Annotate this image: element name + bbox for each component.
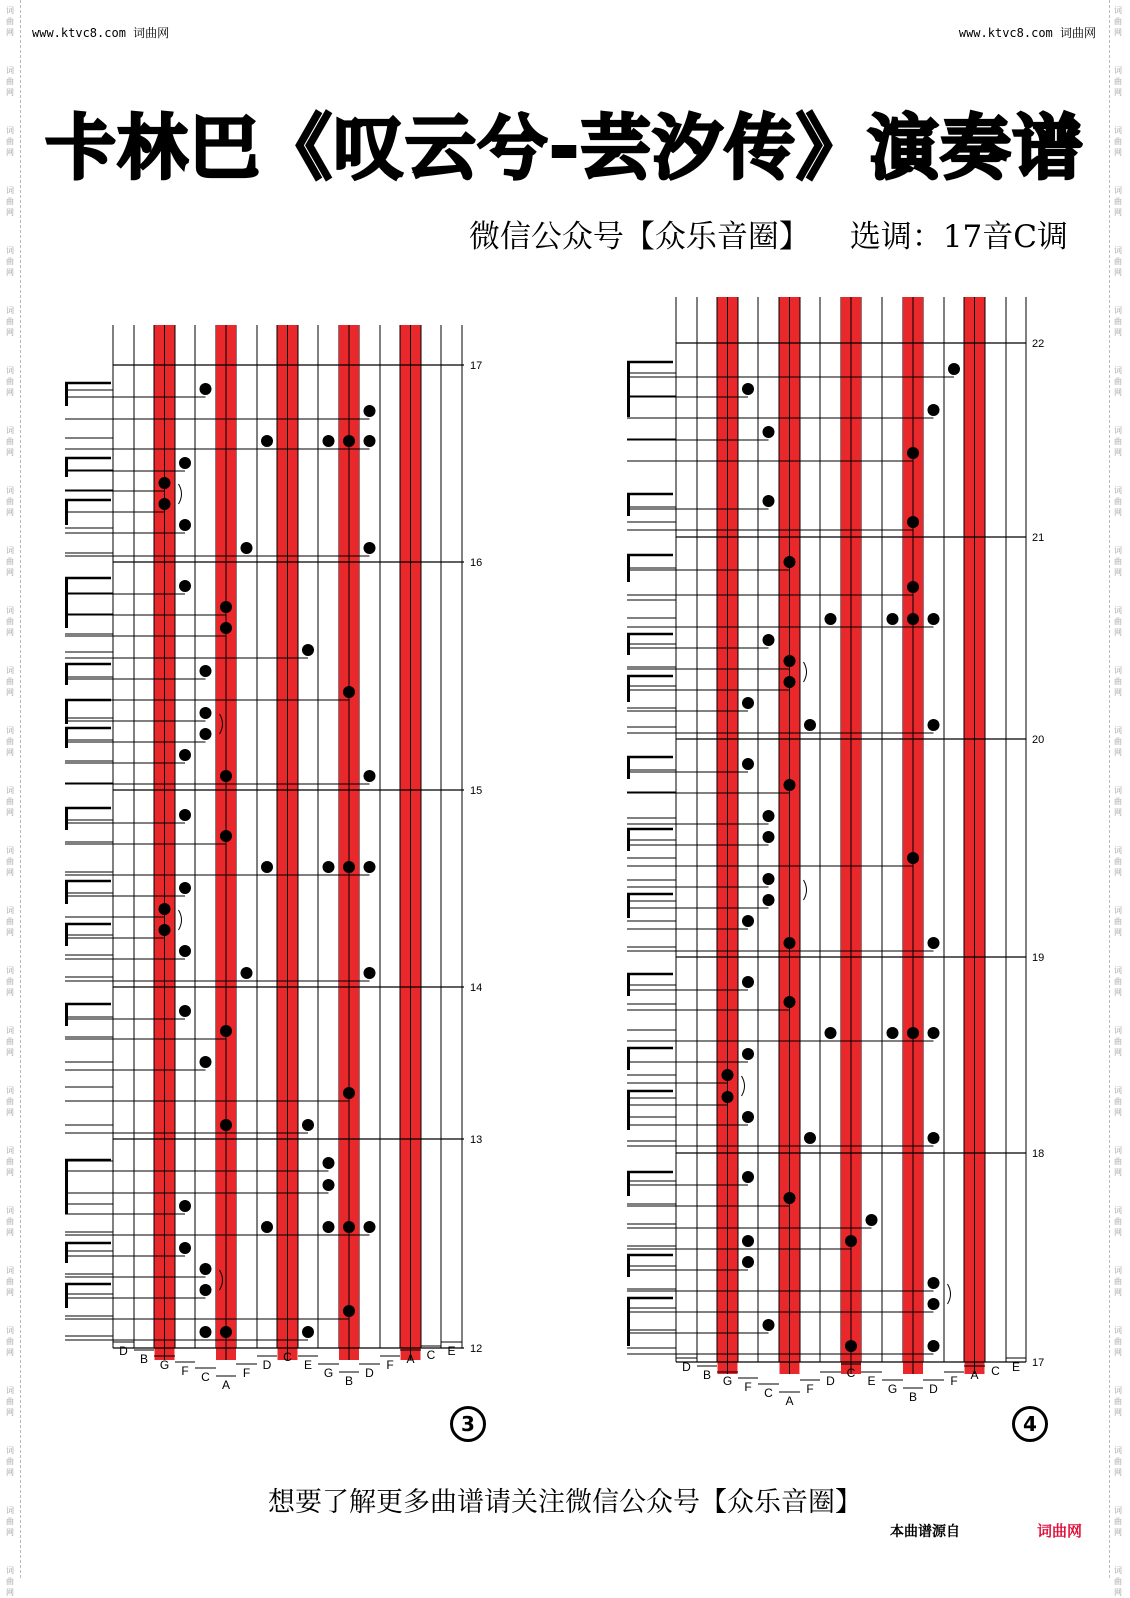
measure-number: 19 (1032, 952, 1045, 964)
note-dot (742, 758, 754, 770)
watermark-mark: 词 曲 网 (1114, 546, 1122, 577)
watermark-mark: 词 曲 网 (6, 186, 14, 217)
note-dot (784, 655, 796, 667)
key-label: C (764, 1386, 773, 1400)
rhythm-stem (627, 634, 630, 655)
watermark-mark: 词 曲 网 (1114, 426, 1122, 457)
note-dot (907, 581, 919, 593)
watermark-mark: 词 曲 网 (1114, 366, 1122, 397)
measure-number: 13 (470, 1134, 483, 1146)
tie-mark (948, 1284, 951, 1304)
watermark-mark: 词 曲 网 (6, 1266, 14, 1297)
watermark-mark: 词 曲 网 (1114, 1206, 1122, 1237)
note-dot (887, 1027, 899, 1039)
note-dot (928, 719, 940, 731)
watermark-mark: 词 曲 网 (1114, 1446, 1122, 1477)
measure-number: 14 (470, 982, 483, 994)
measure-number: 12 (470, 1343, 483, 1355)
note-dot (928, 1277, 940, 1289)
measure-number: 20 (1032, 734, 1045, 746)
rhythm-stem (627, 829, 630, 851)
subtitle-key: 选调：17音C调 (849, 219, 1068, 255)
note-dot (928, 1027, 940, 1039)
note-dot (804, 1132, 816, 1144)
rhythm-stem (627, 1255, 630, 1277)
note-dot (907, 1027, 919, 1039)
measure-number: 21 (1032, 532, 1045, 544)
note-dot (742, 1048, 754, 1060)
key-label: G (323, 1366, 334, 1380)
watermark-mark: 词 曲 网 (6, 66, 14, 97)
note-dot (907, 516, 919, 528)
key-label: D (119, 1344, 128, 1358)
key-label: B (702, 1368, 712, 1382)
note-dot (825, 1027, 837, 1039)
source-brand-logo[interactable]: 词曲网 (1037, 1522, 1083, 1540)
source-label: 本曲谱源自 (890, 1524, 960, 1540)
watermark-mark: 词 曲 网 (1114, 1026, 1122, 1057)
note-dot (784, 556, 796, 568)
key-label: E (1011, 1360, 1021, 1374)
measure-number: 22 (1032, 338, 1045, 350)
measure-number: 16 (470, 557, 483, 569)
rhythm-stem (627, 894, 630, 918)
key-label: D (262, 1358, 272, 1372)
watermark-mark: 词 曲 网 (6, 546, 14, 577)
watermark-mark: 词 曲 网 (6, 1146, 14, 1177)
key-label: D (826, 1374, 835, 1388)
watermark-mark: 词 曲 网 (1114, 486, 1122, 517)
note-dot (784, 1192, 796, 1204)
key-label: E (447, 1344, 456, 1358)
measure-number: 17 (470, 360, 483, 372)
key-label: C (201, 1370, 210, 1384)
key-label: A (785, 1394, 794, 1408)
key-label: C (991, 1364, 1000, 1378)
measure-number: 18 (1032, 1148, 1045, 1160)
note-dot (928, 404, 940, 416)
note-dot (763, 495, 775, 507)
note-dot (763, 810, 775, 822)
note-dot (948, 363, 960, 375)
watermark-mark: 词 曲 网 (6, 1506, 14, 1537)
watermark-mark: 词 曲 网 (6, 1206, 14, 1237)
watermark-mark: 词 曲 网 (6, 306, 14, 337)
key-label: B (344, 1374, 354, 1388)
watermark-mark: 词 曲 网 (6, 366, 14, 397)
watermark-mark: 词 曲 网 (6, 846, 14, 877)
page-number-badge-4: 4 (1012, 1406, 1048, 1442)
watermark-mark: 词 曲 网 (1114, 1386, 1122, 1417)
rhythm-stem (627, 494, 630, 516)
rhythm-stem (627, 555, 630, 582)
watermark-mark: 词 曲 网 (1114, 1086, 1122, 1117)
key-label: A (970, 1368, 979, 1382)
key-label: B (908, 1390, 918, 1404)
watermark-mark: 词 曲 网 (1114, 786, 1122, 817)
key-label: C (283, 1350, 292, 1364)
rhythm-stem (627, 676, 630, 702)
key-label: G (887, 1382, 898, 1396)
key-label: F (242, 1366, 251, 1380)
key-label: B (139, 1352, 149, 1366)
key-label: E (303, 1358, 313, 1372)
watermark-mark: 词 曲 网 (6, 666, 14, 697)
note-dot (845, 1235, 857, 1247)
note-dot (742, 697, 754, 709)
watermark-mark: 词 曲 网 (1114, 606, 1122, 637)
note-dot (866, 1214, 878, 1226)
watermark-mark: 词 曲 网 (6, 486, 14, 517)
watermark-mark: 词 曲 网 (6, 1086, 14, 1117)
rhythm-stem (627, 974, 630, 996)
note-dot (742, 1111, 754, 1123)
note-dot (742, 1235, 754, 1247)
key-label: G (159, 1358, 170, 1372)
key-label: G (722, 1374, 733, 1388)
page-title: 卡林巴《叹云兮-芸汐传》演奏谱 (45, 107, 1085, 189)
note-dot (742, 1256, 754, 1268)
note-dot (928, 1298, 940, 1310)
note-dot (928, 1340, 940, 1352)
key-label: D (365, 1366, 374, 1380)
note-dot (825, 613, 837, 625)
watermark-mark: 词 曲 网 (6, 126, 14, 157)
key-label: F (181, 1364, 189, 1378)
key-label: F (950, 1374, 958, 1388)
measure-number: 17 (1032, 1357, 1045, 1369)
watermark-mark: 词 曲 网 (6, 966, 14, 997)
rhythm-stem (627, 362, 630, 417)
watermark-mark: 词 曲 网 (1114, 1326, 1122, 1357)
note-dot (763, 831, 775, 843)
note-dot (907, 852, 919, 864)
watermark-mark: 词 曲 网 (6, 786, 14, 817)
key-label: C (426, 1348, 436, 1362)
note-dot (763, 873, 775, 885)
watermark-mark: 词 曲 网 (6, 906, 14, 937)
watermark-mark: 词 曲 网 (6, 1386, 14, 1417)
key-label: A (221, 1378, 231, 1392)
watermark-mark: 词 曲 网 (1114, 1566, 1122, 1597)
rhythm-stem (627, 1091, 630, 1130)
rhythm-stem (627, 1048, 630, 1070)
note-dot (804, 719, 816, 731)
watermark-mark: 词 曲 网 (1114, 846, 1122, 877)
note-dot (887, 613, 899, 625)
watermark-mark: 词 曲 网 (6, 1326, 14, 1357)
note-dot (845, 1340, 857, 1352)
watermark-mark: 词 曲 网 (6, 6, 14, 37)
note-dot (763, 634, 775, 646)
site-url-right[interactable]: www.ktvc8.com 词曲网 (958, 26, 1096, 40)
note-dot (928, 937, 940, 949)
watermark-mark: 词 曲 网 (1114, 126, 1122, 157)
page-number-badge-3: 3 (450, 1406, 486, 1442)
watermark-mark: 词 曲 网 (1114, 66, 1122, 97)
note-dot (784, 779, 796, 791)
note-dot (763, 894, 775, 906)
note-dot (742, 1171, 754, 1183)
rhythm-stem (627, 1172, 630, 1196)
watermark-mark: 词 曲 网 (6, 1026, 14, 1057)
note-dot (763, 426, 775, 438)
note-dot (763, 1319, 775, 1331)
rhythm-stem (627, 1298, 630, 1346)
key-label: F (744, 1380, 752, 1394)
watermark-mark: 词 曲 网 (1114, 726, 1122, 757)
watermark-mark: 词 曲 网 (1114, 1506, 1122, 1537)
rhythm-stem (627, 757, 630, 779)
tie-mark (804, 880, 807, 900)
note-dot (784, 676, 796, 688)
note-dot (928, 1132, 940, 1144)
watermark-mark: 词 曲 网 (1114, 966, 1122, 997)
watermark-mark: 词 曲 网 (6, 1446, 14, 1477)
key-label: F (806, 1382, 814, 1396)
note-dot (722, 1069, 734, 1081)
watermark-mark: 词 曲 网 (6, 606, 14, 637)
key-label: E (867, 1374, 876, 1388)
note-dot (784, 996, 796, 1008)
watermark-mark: 词 曲 网 (1114, 1266, 1122, 1297)
watermark-mark: 词 曲 网 (1114, 906, 1122, 937)
site-url-left[interactable]: www.ktvc8.com 词曲网 (32, 26, 170, 40)
watermark-mark: 词 曲 网 (1114, 306, 1122, 337)
watermark-mark: 词 曲 网 (6, 426, 14, 457)
note-dot (742, 976, 754, 988)
key-label: A (406, 1352, 415, 1366)
key-label: D (682, 1360, 691, 1374)
note-dot (784, 937, 796, 949)
watermark-mark: 词 曲 网 (6, 246, 14, 277)
tie-mark (804, 662, 807, 682)
note-dot (742, 383, 754, 395)
note-dot (907, 447, 919, 459)
watermark-mark: 词 曲 网 (1114, 1146, 1122, 1177)
note-dot (722, 1091, 734, 1103)
key-label: D (929, 1382, 938, 1396)
watermark-mark: 词 曲 网 (1114, 246, 1122, 277)
key-label: C (846, 1366, 856, 1380)
subtitle-account: 微信公众号【众乐音圈】 (468, 219, 810, 255)
watermark-mark: 词 曲 网 (1114, 666, 1122, 697)
footer-note: 想要了解更多曲谱请关注微信公众号【众乐音圈】 (268, 1487, 862, 1518)
watermark-mark: 词 曲 网 (6, 726, 14, 757)
tie-mark (742, 1076, 745, 1096)
note-dot (907, 613, 919, 625)
note-dot (928, 613, 940, 625)
key-label: F (386, 1358, 394, 1372)
note-dot (742, 915, 754, 927)
watermark-mark: 词 曲 网 (1114, 6, 1122, 37)
watermark-mark: 词 曲 网 (1114, 186, 1122, 217)
watermark-mark: 词 曲 网 (6, 1566, 14, 1597)
measure-number: 15 (470, 785, 483, 797)
